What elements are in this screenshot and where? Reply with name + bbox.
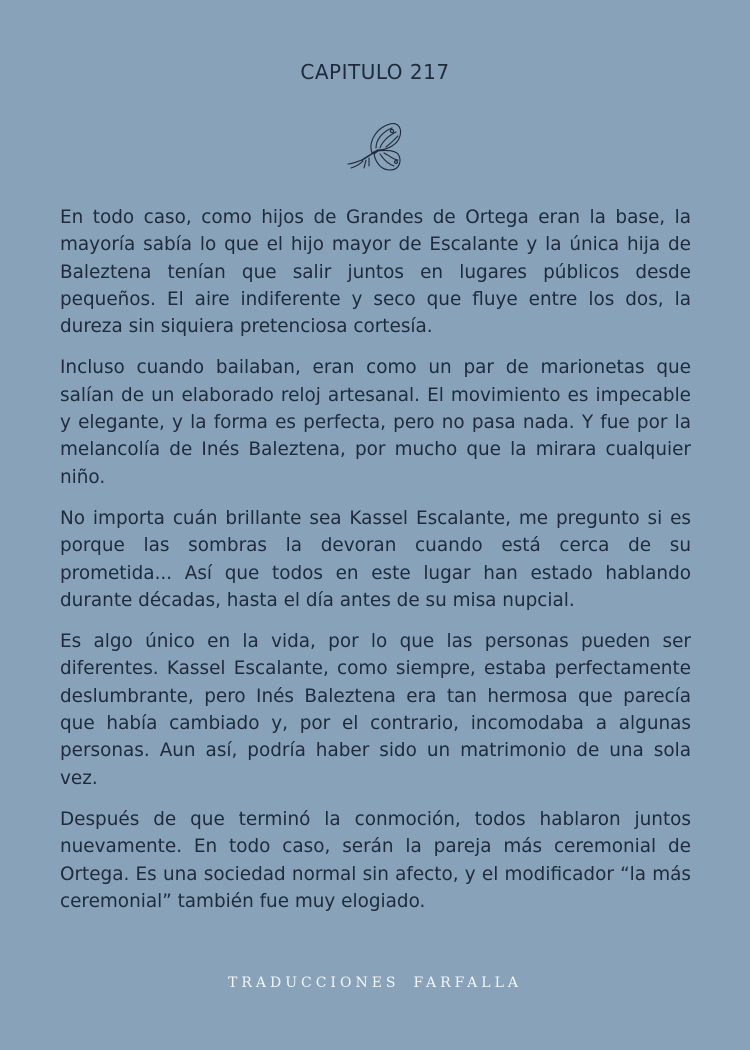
footer-word-1: TRADUCCIONES: [228, 975, 400, 991]
chapter-title: CAPITULO 217: [300, 60, 450, 84]
paragraph: No importa cuán brillante sea Kassel Escalante, me pregunto si es porque las sombras la devoran cuando está cerca de su prometida... Así que todos en este lugar han estado hablando durante décadas, hasta el día antes de su misa nupcial.: [60, 507, 691, 611]
paragraph: Es algo único en la vida, por lo que las personas pueden ser diferentes. Kassel Escalante, como siempre, estaba perfectamente deslumbrante, pero Inés Baleztena era tan hermosa que parecía que había cambiado y, por el contrario, incomodaba a algunas personas. Aun así, podría haber sido un matrimonio de una sola vez.: [60, 631, 691, 789]
footer-credit: [0, 975, 750, 991]
paragraph: En todo caso, como hijos de Grandes de Ortega eran la base, la mayoría sabía lo que el hijo mayor de Escalante y la única hija de Baleztena tenían que salir juntos en lugares públicos desde pequeños. El aire indiferente y seco que fluye entre los dos, la dureza sin siquiera pretenciosa cortesía.: [60, 207, 691, 338]
paragraph: Incluso cuando bailaban, eran como un par de marionetas que salían de un elaborado reloj artesanal. El movimiento es impecable y elegante, y la forma es perfecta, pero no pasa nada. Y fue por la melancolía de Inés Baleztena, por mucho que la mirara cualquier niño.: [60, 357, 691, 488]
chapter-body: [60, 204, 691, 929]
paragraph: Después de que terminó la conmoción, todos hablaron juntos nuevamente. En todo caso, serán la pareja más ceremonial de Ortega. Es una sociedad normal sin afecto, y el modificador “la más ceremonial” también fue muy elogiado.: [60, 808, 691, 912]
footer-word-2: FARFALLA: [413, 975, 522, 991]
butterfly-icon: [342, 120, 406, 176]
